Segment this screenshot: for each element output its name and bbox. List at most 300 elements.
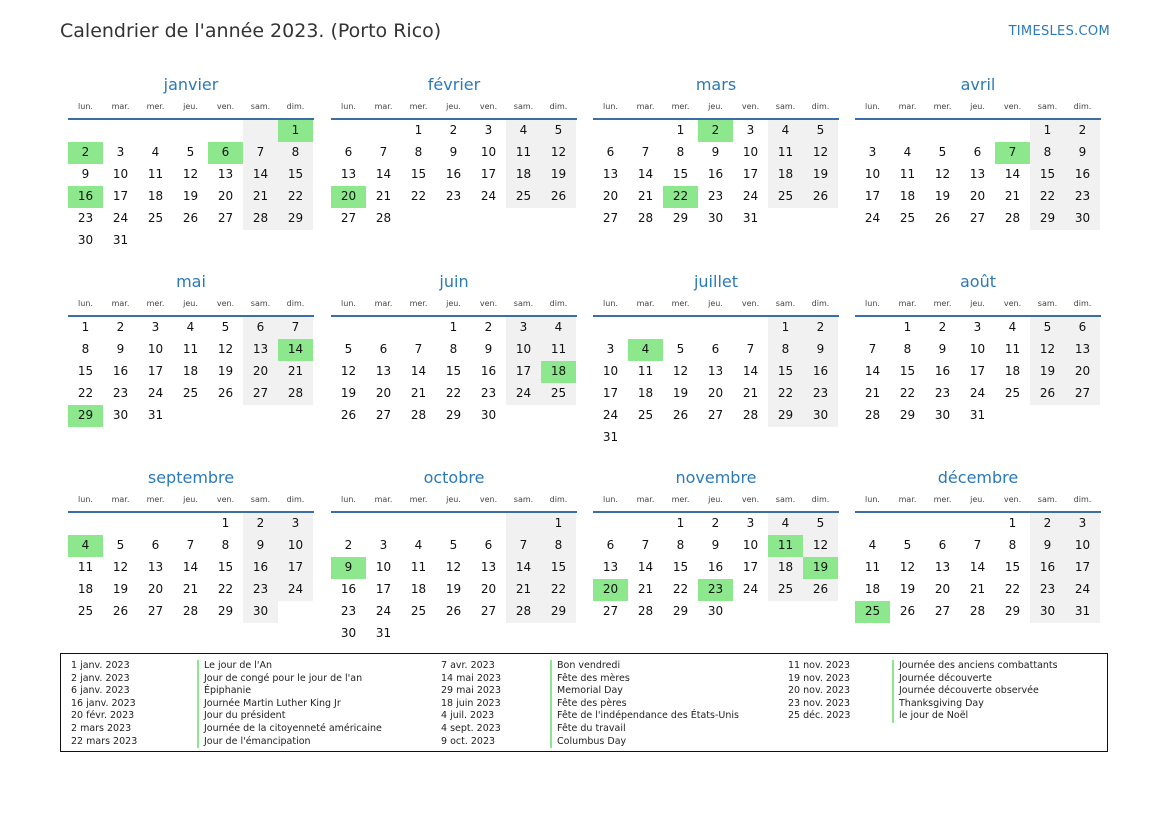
weekday-label: lun. [78,102,93,111]
month-name: décembre [937,468,1019,487]
empty-cell [628,513,663,535]
holiday-day-cell: 23 [698,579,733,601]
weekday-label: jeu. [708,495,723,504]
day-cell: 30 [1065,208,1100,230]
day-cell: 22 [1004,582,1021,596]
holiday-day-cell: 14 [278,339,313,361]
day-cell: 20 [1065,361,1100,383]
day-cell: 9 [484,342,493,356]
weekday-label: lun. [341,299,356,308]
day-grid [855,513,1101,623]
day-cell: 3 [484,123,493,137]
weekday-label: mar. [636,495,655,504]
weekday-label: mar. [374,299,393,308]
weekday-label: mer. [933,299,952,308]
weekday-label: jeu. [183,299,198,308]
weekday-label: ven. [479,495,498,504]
day-cell: 18 [768,557,803,579]
holiday-date-column [441,660,501,748]
day-cell: 29 [445,408,462,422]
weekday-label: dim. [811,495,830,504]
day-cell: 15 [899,364,916,378]
day-cell: 6 [1065,317,1100,339]
weekday-header [331,493,577,513]
holiday-date: 25 déc. 2023 [788,710,851,722]
day-cell: 24 [375,604,392,618]
day-cell: 10 [742,145,759,159]
day-cell: 17 [742,167,759,181]
holiday-day-cell: 19 [803,557,838,579]
weekday-label: lun. [603,495,618,504]
day-cell: 24 [506,383,541,405]
day-cell: 29 [217,604,234,618]
day-cell: 22 [278,186,313,208]
weekday-label: mer. [671,102,690,111]
weekday-header [331,297,577,317]
empty-cell [173,120,208,142]
day-cell: 19 [803,164,838,186]
day-cell: 30 [803,405,838,427]
weekday-label: sam. [1037,102,1058,111]
holiday-name-column [197,660,382,748]
weekday-label: sam. [775,495,796,504]
holiday-day-cell: 20 [593,579,628,601]
day-cell: 10 [147,342,164,356]
day-cell: 18 [506,164,541,186]
day-cell: 7 [641,538,650,552]
day-cell: 5 [116,538,125,552]
holiday-date: 20 févr. 2023 [71,710,135,722]
weekday-header [855,100,1101,120]
day-cell: 7 [243,142,278,164]
weekday-label: sam. [250,495,271,504]
day-cell: 2 [344,538,353,552]
day-cell: 30 [77,233,94,247]
day-cell: 25 [182,386,199,400]
day-cell: 12 [340,364,357,378]
day-cell: 7 [746,342,755,356]
weekday-label: sam. [513,299,534,308]
weekday-label: mer. [671,495,690,504]
day-cell: 4 [506,120,541,142]
day-cell: 19 [217,364,234,378]
holiday-day-cell: 11 [768,535,803,557]
weekday-label: ven. [1003,299,1022,308]
day-cell: 7 [973,538,982,552]
day-cell: 18 [899,189,916,203]
day-cell: 5 [449,538,458,552]
day-cell: 30 [340,626,357,640]
day-cell: 22 [217,582,234,596]
day-cell: 30 [707,211,724,225]
day-cell: 22 [445,386,462,400]
day-cell: 27 [480,604,497,618]
day-cell: 19 [445,582,462,596]
day-cell: 24 [147,386,164,400]
month-7 [593,271,839,449]
holiday-day-cell: 16 [68,186,103,208]
month-name: janvier [163,75,219,94]
month-name: février [427,75,481,94]
holiday-day-cell: 25 [855,601,890,623]
day-cell: 21 [864,386,881,400]
day-cell: 16 [707,560,724,574]
weekday-label: lun. [603,299,618,308]
holiday-list [60,653,1108,752]
weekday-header [68,100,314,120]
month-name: août [959,272,996,291]
weekday-label: sam. [513,102,534,111]
empty-cell [331,120,366,142]
day-cell: 16 [445,167,462,181]
day-cell: 7 [278,317,313,339]
day-cell: 11 [410,560,427,574]
day-cell: 11 [182,342,199,356]
day-cell: 19 [934,189,951,203]
empty-cell [366,317,401,339]
holiday-name: Épiphanie [197,685,382,698]
holiday-date: 2 janv. 2023 [71,672,130,684]
day-cell: 24 [480,189,497,203]
holiday-date: 29 mai 2023 [441,685,502,697]
weekday-label: lun. [78,299,93,308]
day-cell: 20 [147,582,164,596]
weekday-label: lun. [78,495,93,504]
day-cell: 28 [410,408,427,422]
month-name: septembre [147,468,235,487]
day-cell: 25 [637,408,654,422]
day-cell: 27 [1065,383,1100,405]
day-cell: 22 [541,579,576,601]
holiday-day-cell: 2 [698,120,733,142]
day-cell: 4 [414,538,423,552]
day-cell: 6 [151,538,160,552]
day-cell: 16 [1065,164,1100,186]
day-cell: 25 [768,579,803,601]
day-cell: 30 [480,408,497,422]
day-cell: 12 [182,167,199,181]
day-cell: 31 [602,430,619,444]
weekday-label: dim. [549,102,568,111]
empty-cell [173,513,208,535]
day-cell: 13 [1065,339,1100,361]
weekday-label: sam. [1037,495,1058,504]
empty-cell [890,120,925,142]
weekday-label: mar. [111,102,130,111]
day-cell: 6 [711,342,720,356]
holiday-name: Fête des mères [550,673,739,686]
weekday-label: lun. [603,102,618,111]
day-cell: 30 [112,408,129,422]
day-cell: 6 [344,145,353,159]
weekday-label: ven. [741,102,760,111]
day-cell: 8 [278,142,313,164]
day-grid [593,513,839,623]
holiday-name-column [550,660,739,748]
holiday-day-cell: 4 [628,339,663,361]
day-cell: 16 [1030,557,1065,579]
empty-cell [138,120,173,142]
holiday-date: 23 nov. 2023 [788,697,851,709]
holiday-name: Jour de l'émancipation [197,736,382,749]
day-cell: 1 [1030,120,1065,142]
weekday-label: mer. [409,102,428,111]
weekday-label: dim. [811,299,830,308]
weekday-label: dim. [286,299,305,308]
day-cell: 29 [541,601,576,623]
empty-cell [103,120,138,142]
holiday-name-column [892,660,1058,723]
weekday-label: dim. [1073,102,1092,111]
weekday-label: ven. [216,299,235,308]
weekday-header [855,297,1101,317]
day-cell: 20 [375,386,392,400]
holiday-date: 9 oct. 2023 [441,735,496,747]
day-cell: 5 [803,513,838,535]
day-cell: 7 [186,538,195,552]
day-cell: 18 [410,582,427,596]
day-cell: 4 [541,317,576,339]
day-grid [68,513,314,623]
day-cell: 13 [934,560,951,574]
holiday-day-cell: 7 [995,142,1030,164]
day-cell: 27 [707,408,724,422]
day-cell: 25 [506,186,541,208]
holiday-name: Journée découverte [892,673,1058,686]
day-cell: 14 [1004,167,1021,181]
day-cell: 30 [707,604,724,618]
day-cell: 28 [278,383,313,405]
day-cell: 15 [445,364,462,378]
day-cell: 15 [77,364,94,378]
day-grid [593,120,839,230]
weekday-label: mer. [146,102,165,111]
day-cell: 13 [602,560,619,574]
holiday-name: Memorial Day [550,685,739,698]
weekday-header [855,493,1101,513]
month-12 [855,467,1101,623]
holiday-name: Journée de la citoyenneté américaine [197,723,382,736]
day-cell: 22 [672,582,689,596]
day-cell: 2 [711,516,720,530]
day-cell: 27 [969,211,986,225]
weekday-label: jeu. [970,495,985,504]
day-cell: 7 [641,145,650,159]
holiday-name: Journée découverte observée [892,685,1058,698]
day-cell: 25 [410,604,427,618]
day-cell: 10 [278,535,313,557]
empty-cell [436,513,471,535]
weekday-label: mer. [933,495,952,504]
day-cell: 21 [506,579,541,601]
weekday-label: mar. [636,299,655,308]
month-10 [331,467,577,645]
day-cell: 3 [379,538,388,552]
month-name: octobre [423,468,485,487]
day-cell: 30 [243,601,278,623]
day-cell: 21 [1004,189,1021,203]
holiday-day-cell: 9 [331,557,366,579]
day-cell: 18 [864,582,881,596]
weekday-label: dim. [549,299,568,308]
day-cell: 7 [414,342,423,356]
weekday-label: ven. [216,495,235,504]
day-cell: 6 [938,538,947,552]
month-3 [593,74,839,230]
day-cell: 19 [1030,361,1065,383]
empty-cell [733,317,768,339]
day-cell: 25 [1004,386,1021,400]
day-cell: 24 [602,408,619,422]
empty-cell [366,513,401,535]
day-cell: 8 [414,145,423,159]
weekday-label: jeu. [446,495,461,504]
day-cell: 25 [147,211,164,225]
weekday-label: lun. [341,102,356,111]
empty-cell [855,513,890,535]
holiday-name: Columbus Day [550,736,739,749]
weekday-label: sam. [513,495,534,504]
day-cell: 3 [151,320,160,334]
day-cell: 10 [602,364,619,378]
holiday-name: Journée des anciens combattants [892,660,1058,673]
day-cell: 27 [243,383,278,405]
day-cell: 2 [449,123,458,137]
day-cell: 12 [112,560,129,574]
day-cell: 4 [768,120,803,142]
day-cell: 21 [742,386,759,400]
day-cell: 10 [969,342,986,356]
day-cell: 14 [637,560,654,574]
day-cell: 4 [186,320,195,334]
day-cell: 4 [903,145,912,159]
day-cell: 17 [864,189,881,203]
day-cell: 23 [1065,186,1100,208]
day-cell: 12 [803,142,838,164]
day-cell: 28 [864,408,881,422]
brand-link[interactable]: TIMESLES.COM [1008,24,1110,39]
weekday-label: mer. [146,495,165,504]
day-cell: 26 [340,408,357,422]
day-cell: 14 [243,164,278,186]
day-cell: 13 [340,167,357,181]
day-grid [331,513,577,645]
day-cell: 8 [81,342,90,356]
day-cell: 27 [602,604,619,618]
day-cell: 28 [742,408,759,422]
day-cell: 13 [217,167,234,181]
day-cell: 1 [449,320,458,334]
holiday-name: Jour de congé pour le jour de l'an [197,673,382,686]
day-cell: 2 [803,317,838,339]
weekday-label: mar. [898,102,917,111]
day-cell: 7 [379,145,388,159]
empty-cell [890,513,925,535]
month-name: mars [695,75,737,94]
holiday-name: Fête de l'indépendance des États-Unis [550,710,739,723]
month-name: avril [960,75,996,94]
day-cell: 24 [864,211,881,225]
day-cell: 19 [182,189,199,203]
weekday-label: mar. [111,299,130,308]
holiday-name: Fête des pères [550,698,739,711]
day-cell: 6 [606,145,615,159]
day-grid [331,317,577,427]
month-5 [68,271,314,427]
day-cell: 15 [768,361,803,383]
holiday-day-cell: 22 [663,186,698,208]
day-cell: 17 [742,560,759,574]
day-cell: 23 [707,189,724,203]
day-cell: 3 [506,317,541,339]
day-cell: 28 [243,208,278,230]
day-cell: 17 [375,582,392,596]
day-cell: 2 [484,320,493,334]
day-cell: 23 [243,579,278,601]
holiday-date: 4 juil. 2023 [441,710,495,722]
empty-cell [593,513,628,535]
day-cell: 6 [379,342,388,356]
day-cell: 2 [938,320,947,334]
holiday-name: Le jour de l'An [197,660,382,673]
day-cell: 7 [868,342,877,356]
day-cell: 17 [969,364,986,378]
weekday-label: mer. [409,299,428,308]
day-cell: 26 [445,604,462,618]
day-cell: 3 [278,513,313,535]
weekday-label: jeu. [970,299,985,308]
weekday-label: ven. [216,102,235,111]
weekday-label: lun. [865,495,880,504]
day-cell: 26 [672,408,689,422]
month-name: juin [439,272,469,291]
empty-cell [506,513,541,535]
day-cell: 29 [278,208,313,230]
day-cell: 31 [1065,601,1100,623]
empty-cell [593,317,628,339]
month-1 [68,74,314,252]
empty-cell [855,317,890,339]
holiday-date: 18 juin 2023 [441,697,501,709]
weekday-label: lun. [865,299,880,308]
weekday-label: ven. [741,299,760,308]
day-cell: 6 [973,145,982,159]
holiday-day-cell: 1 [278,120,313,142]
day-cell: 20 [969,189,986,203]
day-cell: 26 [934,211,951,225]
day-cell: 1 [676,516,685,530]
day-cell: 5 [221,320,230,334]
day-cell: 11 [637,364,654,378]
day-cell: 22 [899,386,916,400]
holiday-date: 4 sept. 2023 [441,722,501,734]
weekday-header [68,297,314,317]
day-cell: 29 [899,408,916,422]
day-cell: 12 [899,560,916,574]
day-cell: 5 [676,342,685,356]
day-cell: 26 [1030,383,1065,405]
day-cell: 12 [934,167,951,181]
empty-cell [593,120,628,142]
day-cell: 5 [541,120,576,142]
day-cell: 14 [637,167,654,181]
empty-cell [960,513,995,535]
month-8 [855,271,1101,427]
day-grid [331,120,577,230]
holiday-date: 2 mars 2023 [71,722,132,734]
holiday-date: 19 nov. 2023 [788,672,851,684]
day-cell: 22 [1030,186,1065,208]
